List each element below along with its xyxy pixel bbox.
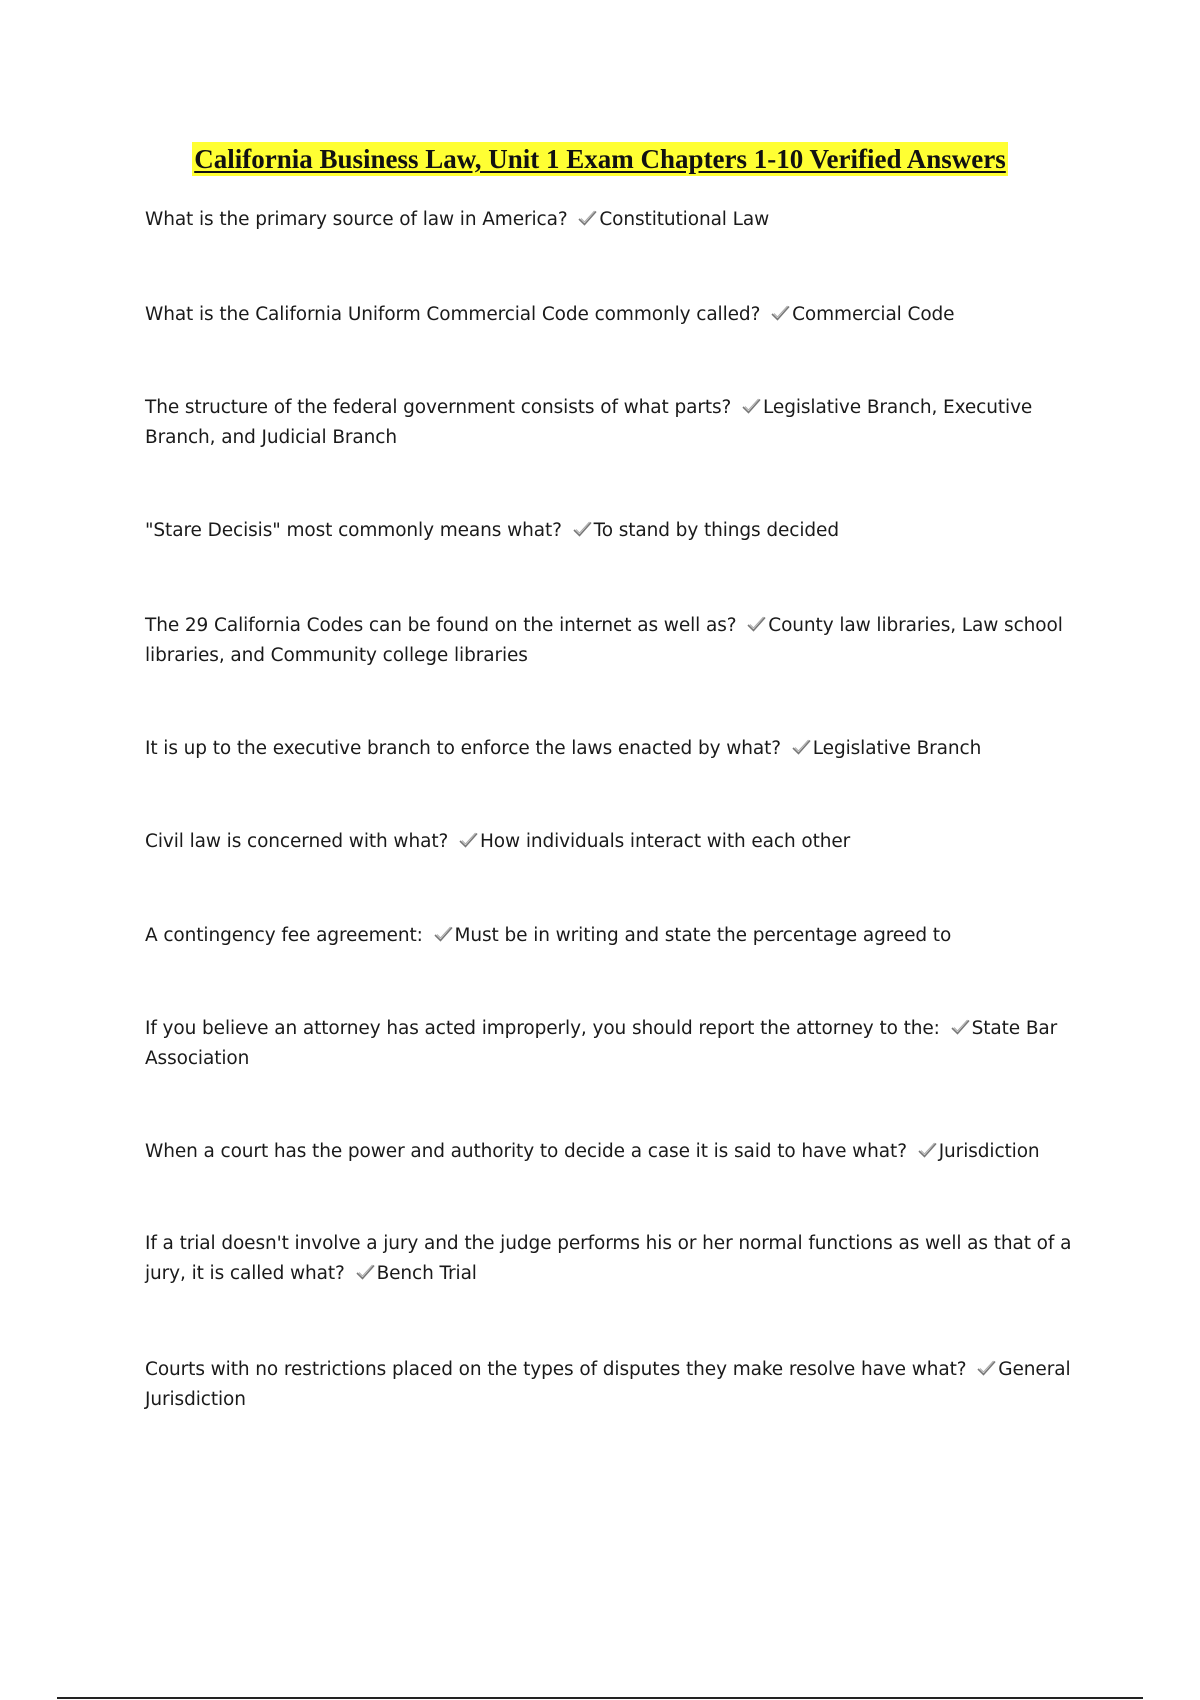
document-title: California Business Law, Unit 1 Exam Chapters 1-10 Verified Answers bbox=[194, 144, 1006, 174]
answer-text: Legislative Branch bbox=[812, 738, 982, 759]
checkmark-icon bbox=[950, 1018, 971, 1036]
checkmark-icon bbox=[741, 397, 762, 415]
question-text: It is up to the executive branch to enforce the laws enacted by what? bbox=[145, 738, 782, 759]
qa-item-1 bbox=[145, 205, 1090, 235]
qa-item-3 bbox=[145, 393, 1090, 453]
question-text: Courts with no restrictions placed on the types of disputes they make resolve have what? bbox=[145, 1359, 967, 1380]
question-text: The structure of the federal government consists of what parts? bbox=[145, 397, 732, 418]
qa-item-10 bbox=[145, 1137, 1090, 1167]
answer-text: State Bar Association bbox=[145, 1018, 1058, 1069]
checkmark-icon bbox=[458, 831, 479, 849]
checkmark-icon bbox=[577, 209, 598, 227]
qa-item-12 bbox=[145, 1355, 1090, 1415]
answer-text: County law libraries, Law school libraries, and Community college libraries bbox=[145, 615, 1063, 666]
checkmark-icon bbox=[976, 1359, 997, 1377]
qa-item-6 bbox=[145, 734, 1090, 764]
checkmark-icon bbox=[433, 925, 454, 943]
qa-item-4 bbox=[145, 516, 1090, 546]
checkmark-icon bbox=[572, 520, 593, 538]
answer-text: Legislative Branch, Executive Branch, and Judicial Branch bbox=[145, 397, 1033, 448]
question-text: "Stare Decisis" most commonly means what? bbox=[145, 520, 562, 541]
answer-text: General Jurisdiction bbox=[145, 1359, 1071, 1410]
answer-text: Commercial Code bbox=[792, 304, 955, 325]
qa-item-9 bbox=[145, 1014, 1090, 1074]
checkmark-icon bbox=[355, 1263, 376, 1281]
checkmark-icon bbox=[746, 615, 767, 633]
answer-text: Bench Trial bbox=[376, 1263, 477, 1284]
question-text: The 29 California Codes can be found on the internet as well as? bbox=[145, 615, 737, 636]
checkmark-icon bbox=[791, 738, 812, 756]
qa-item-7 bbox=[145, 827, 1090, 857]
answer-text: Constitutional Law bbox=[599, 209, 770, 230]
answer-text: Must be in writing and state the percentage agreed to bbox=[454, 925, 952, 946]
title-container bbox=[0, 142, 1200, 176]
answer-text: To stand by things decided bbox=[593, 520, 839, 541]
checkmark-icon bbox=[917, 1141, 938, 1159]
answer-text: Jurisdiction bbox=[938, 1141, 1040, 1162]
question-text: Civil law is concerned with what? bbox=[145, 831, 449, 852]
qa-item-8 bbox=[145, 921, 1090, 951]
question-text: What is the California Uniform Commercial Code commonly called? bbox=[145, 304, 761, 325]
checkmark-icon bbox=[770, 304, 791, 322]
question-text: A contingency fee agreement: bbox=[145, 925, 423, 946]
page-bottom-rule bbox=[57, 1697, 1143, 1699]
question-text: If you believe an attorney has acted improperly, you should report the attorney to the: bbox=[145, 1018, 940, 1039]
answer-text: How individuals interact with each other bbox=[479, 831, 851, 852]
qa-item-11 bbox=[145, 1229, 1090, 1289]
question-text: When a court has the power and authority to decide a case it is said to have what? bbox=[145, 1141, 907, 1162]
qa-item-2 bbox=[145, 300, 1090, 330]
question-text: What is the primary source of law in America? bbox=[145, 209, 568, 230]
qa-item-5 bbox=[145, 611, 1090, 671]
question-text: If a trial doesn't involve a jury and the judge performs his or her normal functions as well as that of a jury, it is called what? bbox=[145, 1233, 1072, 1284]
